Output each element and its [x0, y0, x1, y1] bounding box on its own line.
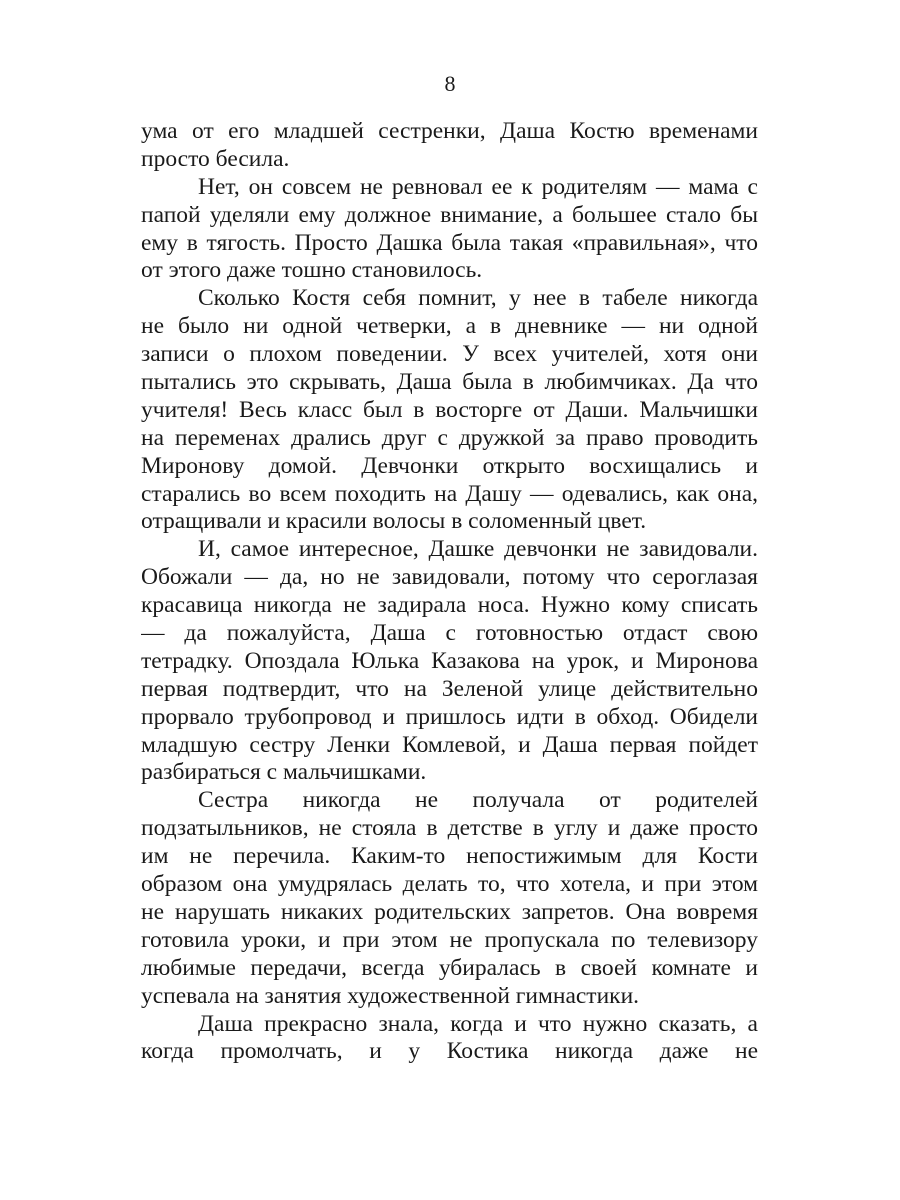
- text-line: Нет, он совсем не ревновал ее к родителям — мама с: [198, 173, 758, 200]
- text-line: не было ни одной четверки, а в дневнике — ни одной: [141, 313, 758, 340]
- text-line: — да пожалуйста, Даша с готовностью отдаст свою: [141, 620, 758, 647]
- text-line: любимые передачи, всегда убиралась в своей комнате и: [141, 954, 758, 981]
- text-line: успевала на занятия художественной гимнастики.: [141, 982, 640, 1009]
- page-number: 8: [444, 71, 456, 96]
- text-line: не нарушать никаких родительских запретов. Она вовремя: [141, 898, 758, 925]
- text-line: образом она умудрялась делать то, что хотела, и при этом: [141, 871, 758, 898]
- text-line: первая подтвердит, что на Зеленой улице действительно: [141, 675, 758, 702]
- text-line: папой уделяли ему должное внимание, а большее стало бы: [141, 201, 758, 228]
- text-line: красавица никогда не задирала носа. Нужно кому списать: [141, 592, 758, 619]
- text-line: тетрадку. Опоздала Юлька Казакова на урок, и Миронова: [141, 647, 758, 674]
- text-line: старались во всем походить на Дашу — одевались, как она,: [141, 480, 758, 507]
- text-line: подзатыльников, не стояла в детстве в углу и даже просто: [141, 815, 758, 842]
- text-line: младшую сестру Ленки Комлевой, и Даша первая пойдет: [141, 731, 758, 758]
- text-line: от этого даже тошно становилось.: [141, 257, 483, 284]
- text-line: пытались это скрывать, Даша была в любимчиках. Да что: [141, 369, 758, 396]
- text-line: ему в тягость. Просто Дашка была такая «правильная», что: [141, 229, 758, 256]
- text-line: Даша прекрасно знала, когда и что нужно сказать, а: [198, 1010, 758, 1037]
- text-line: просто бесила.: [141, 145, 290, 172]
- text-line: готовила уроки, и при этом не пропускала по телевизору: [141, 926, 758, 953]
- text-line: Сколько Костя себя помнит, у нее в табеле никогда: [198, 285, 758, 312]
- text-line: Обожали — да, но не завидовали, потому что сероглазая: [141, 564, 758, 591]
- text-line: Сестра никогда не получала от родителей: [198, 787, 758, 814]
- text-line: записи о плохом поведении. У всех учителей, хотя они: [141, 341, 758, 368]
- text-line: Миронову домой. Девчонки открыто восхищались и: [141, 452, 758, 479]
- text-line: учителя! Весь класс был в восторге от Даши. Мальчишки: [141, 396, 758, 423]
- text-line: отращивали и красили волосы в соломенный цвет.: [141, 508, 647, 535]
- text-line: ума от его младшей сестренки, Даша Костю временами: [141, 118, 758, 144]
- text-line: И, самое интересное, Дашке девчонки не завидовали.: [198, 536, 758, 563]
- text-line: им не перечила. Каким-то непостижимым для Кости: [141, 843, 758, 870]
- text-line: прорвало трубопровод и пришлось идти в обход. Обидели: [141, 703, 758, 730]
- text-line: разбираться с мальчишками.: [141, 759, 427, 786]
- text-line: когда промолчать, и у Костика никогда даже не: [141, 1038, 758, 1065]
- text-line: на переменах дрались друг с дружкой за право проводить: [141, 424, 758, 451]
- text-body: [141, 118, 758, 1066]
